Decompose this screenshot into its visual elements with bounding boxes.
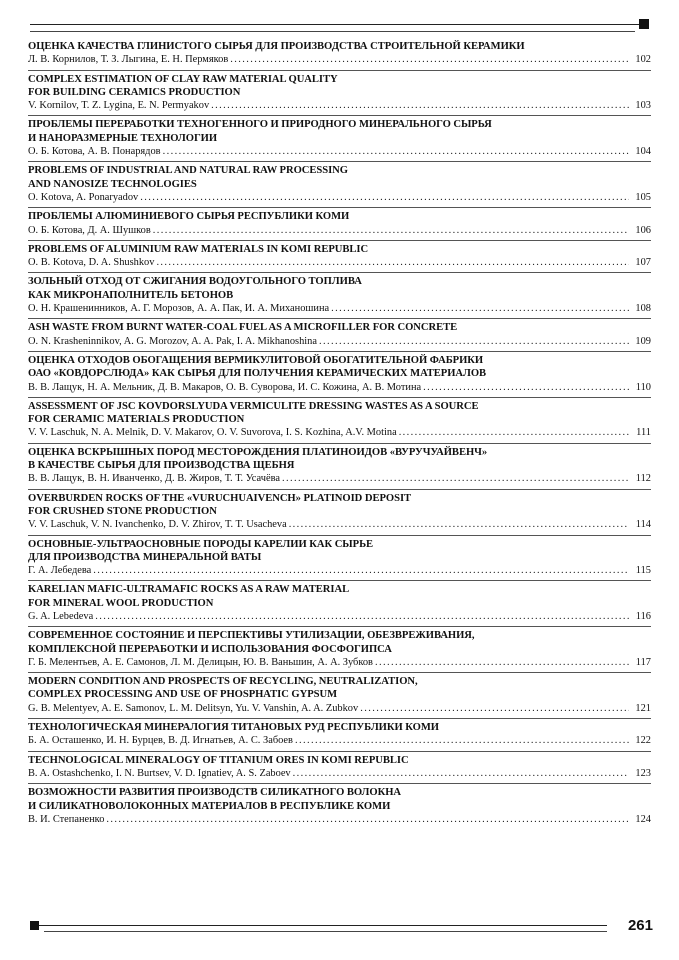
toc-entry-author-line (28, 767, 651, 780)
toc-entry (28, 116, 651, 162)
toc-entry-page: 114 (635, 519, 651, 531)
toc-entry-authors: О. Н. Крашенинников, А. Г. Морозов, А. А. Пак, И. А. Миханошина (28, 303, 330, 315)
toc-entry-author-line (28, 702, 651, 715)
dot-leader (319, 335, 629, 348)
toc-entry-author-line (28, 381, 651, 394)
dot-leader (360, 702, 629, 715)
toc-entry-authors: B. A. Ostashchenko, I. N. Burtsev, V. D. Ignatiev, A. S. Zaboev (28, 767, 291, 779)
bottom-rule-end-marker (30, 921, 39, 930)
toc-entry-authors: O. Kotova, A. Ponaryadov (28, 191, 139, 203)
toc-entry-title: КОМПЛЕКСНОЙ ПЕРЕРАБОТКИ И ИСПОЛЬЗОВАНИЯ ФОСФОГИПСА (28, 643, 392, 655)
toc-entry-author-line (28, 813, 651, 826)
toc-entry-author-line (28, 734, 651, 747)
dot-leader (289, 518, 629, 531)
toc-entry-title: ASSESSMENT OF JSC KOVDORSLYUDA VERMICULITE DRESSING WASTES AS A SOURCE (28, 400, 479, 412)
toc-entry-title: COMPLEX ESTIMATION OF CLAY RAW MATERIAL QUALITY (28, 73, 338, 85)
dot-leader (211, 99, 629, 112)
toc-entry-author-line (28, 191, 651, 204)
toc-entry-authors: G. A. Lebedeva (28, 610, 94, 622)
toc-entry (28, 581, 651, 627)
toc-entry-page: 105 (635, 191, 651, 203)
dot-leader (295, 734, 629, 747)
toc-entry-title: ОСНОВНЫЕ-УЛЬТРАОСНОВНЫЕ ПОРОДЫ КАРЕЛИИ КАК СЫРЬЕ (28, 538, 374, 550)
bottom-thin-rule (44, 931, 607, 932)
dot-leader (423, 381, 629, 394)
toc-entry (28, 784, 651, 829)
toc-entry (28, 673, 651, 719)
toc-entry (28, 352, 651, 398)
toc-entry-author-line (28, 564, 651, 577)
toc-entry-title: PROBLEMS OF ALUMINIUM RAW MATERIALS IN KOMI REPUBLIC (28, 243, 369, 255)
toc-entry-title: И НАНОРАЗМЕРНЫЕ ТЕХНОЛОГИИ (28, 132, 218, 144)
toc-entry-title: В КАЧЕСТВЕ СЫРЬЯ ДЛЯ ПРОИЗВОДСТВА ЩЕБНЯ (28, 460, 295, 472)
toc-entry-page: 112 (635, 473, 651, 485)
toc-entry-title: FOR BUILDING CERAMICS PRODUCTION (28, 86, 241, 98)
toc-entry-author-line (28, 656, 651, 669)
dot-leader (93, 564, 629, 577)
toc-entry (28, 752, 651, 785)
dot-leader (293, 767, 629, 780)
toc-entry (28, 719, 651, 752)
toc-entry-title: MODERN CONDITION AND PROSPECTS OF RECYCLING, NEUTRALIZATION, (28, 676, 418, 688)
toc-entry-page: 121 (635, 702, 651, 714)
bottom-rule (30, 925, 607, 926)
toc-entry-page: 123 (635, 767, 651, 779)
toc-entry (28, 536, 651, 582)
toc-entry-authors: Л. В. Корнилов, Т. З. Лыгина, Е. Н. Пермяков (28, 54, 229, 66)
toc-entry (28, 71, 651, 117)
toc-entry-title: AND NANOSIZE TECHNOLOGIES (28, 178, 197, 190)
toc-entry-author-line (28, 610, 651, 623)
toc-entry (28, 241, 651, 274)
toc-entry-authors: V. V. Laschuk, V. N. Ivanchenko, D. V. Zhirov, T. T. Usacheva (28, 519, 287, 531)
toc-entry-page: 107 (635, 257, 651, 269)
toc-entry (28, 398, 651, 444)
toc-entry-page: 106 (635, 224, 651, 236)
toc-entry-author-line (28, 256, 651, 269)
dot-leader (331, 302, 629, 315)
toc-entry-title: ОЦЕНКА КАЧЕСТВА ГЛИНИСТОГО СЫРЬЯ ДЛЯ ПРОИЗВОДСТВА СТРОИТЕЛЬНОЙ КЕРАМИКИ (28, 41, 525, 52)
toc-entry-page: 109 (635, 335, 651, 347)
toc-entry-authors: V. Kornilov, T. Z. Lygina, E. N. Permyakov (28, 100, 210, 112)
toc-entry-title: ПРОБЛЕМЫ ПЕРЕРАБОТКИ ТЕХНОГЕННОГО И ПРИРОДНОГО МИНЕРАЛЬНОГО СЫРЬЯ (28, 119, 492, 131)
toc-entry-author-line (28, 426, 651, 439)
toc-entry-author-line (28, 53, 651, 66)
toc-entry (28, 444, 651, 490)
toc-entry-title: ПРОБЛЕМЫ АЛЮМИНИЕВОГО СЫРЬЯ РЕСПУБЛИКИ КОМИ (28, 211, 350, 223)
toc-entry (28, 38, 651, 71)
toc-entry-title: FOR CRUSHED STONE PRODUCTION (28, 505, 217, 517)
toc-entry-author-line (28, 99, 651, 112)
toc-entry-page: 122 (635, 735, 651, 747)
toc-entry-title: KARELIAN MAFIC-ULTRAMAFIC ROCKS AS A RAW MATERIAL (28, 584, 350, 596)
dot-leader (140, 191, 629, 204)
dot-leader (375, 656, 629, 669)
toc-entry-authors: В. В. Лащук, В. Н. Иванченко, Д. В. Жиров, Т. Т. Усачёва (28, 473, 280, 485)
toc-entry-page: 102 (635, 54, 651, 66)
toc-entry-title: PROBLEMS OF INDUSTRIAL AND NATURAL RAW PROCESSING (28, 165, 348, 177)
toc-entry-title: ДЛЯ ПРОИЗВОДСТВА МИНЕРАЛЬНОЙ ВАТЫ (28, 551, 262, 563)
toc-entry-authors: Б. А. Осташенко, И. Н. Бурцев, В. Д. Игнатьев, А. С. Забоев (28, 735, 293, 747)
toc-entry (28, 627, 651, 673)
toc-entry-title: СОВРЕМЕННОЕ СОСТОЯНИЕ И ПЕРСПЕКТИВЫ УТИЛИЗАЦИИ, ОБЕЗВРЕЖИВАНИЯ, (28, 630, 475, 642)
dot-leader (399, 426, 629, 439)
toc-entry (28, 273, 651, 319)
toc-entry-authors: О. Б. Котова, А. В. Понарядов (28, 146, 161, 158)
toc-entry-title: FOR MINERAL WOOL PRODUCTION (28, 597, 214, 609)
toc-entry (28, 490, 651, 536)
toc-entry-author-line (28, 145, 651, 158)
toc-entry-title: FOR CERAMIC MATERIALS PRODUCTION (28, 414, 245, 426)
toc-entry-author-line (28, 302, 651, 315)
dot-leader (95, 610, 629, 623)
dot-leader (156, 256, 629, 269)
dot-leader (153, 224, 629, 237)
toc-entry-page: 115 (635, 565, 651, 577)
toc-entry (28, 319, 651, 352)
toc-entry-title: ОЦЕНКА ВСКРЫШНЫХ ПОРОД МЕСТОРОЖДЕНИЯ ПЛАТИНОИДОВ «ВУРУЧУАЙВЕНЧ» (28, 446, 488, 458)
table-of-contents (28, 38, 651, 829)
toc-entry-authors: Г. А. Лебедева (28, 565, 92, 577)
toc-entry-title: ОЦЕНКА ОТХОДОВ ОБОГАЩЕНИЯ ВЕРМИКУЛИТОВОЙ ОБОГАТИТЕЛЬНОЙ ФАБРИКИ (28, 354, 484, 366)
toc-entry-author-line (28, 518, 651, 531)
dot-leader (163, 145, 629, 158)
toc-entry-title: И СИЛИКАТНОВОЛОКОННЫХ МАТЕРИАЛОВ В РЕСПУБЛИКЕ КОМИ (28, 800, 391, 812)
toc-entry (28, 162, 651, 208)
dot-leader (230, 53, 629, 66)
toc-entry-page: 124 (635, 813, 651, 825)
toc-entry-page: 103 (635, 100, 651, 112)
toc-entry-title: TECHNOLOGICAL MINERALOGY OF TITANIUM ORES IN KOMI REPUBLIC (28, 754, 409, 766)
toc-entry-authors: В. В. Лащук, Н. А. Мельник, Д. В. Макаров, О. В. Суворова, И. С. Кожина, А. В. Мотина (28, 381, 422, 393)
toc-entry (28, 208, 651, 241)
toc-entry-title: ОАО «КОВДОРСЛЮДА» КАК СЫРЬЯ ДЛЯ ПОЛУЧЕНИЯ КЕРАМИЧЕСКИХ МАТЕРИАЛОВ (28, 368, 487, 380)
toc-entry-title: ТЕХНОЛОГИЧЕСКАЯ МИНЕРАЛОГИЯ ТИТАНОВЫХ РУД РЕСПУБЛИКИ КОМИ (28, 722, 439, 734)
toc-entry-title: OVERBURDEN ROCKS OF THE «VURUCHUAIVENCH» PLATINOID DEPOSIT (28, 492, 412, 504)
toc-entry-page: 116 (635, 610, 651, 622)
toc-entry-authors: Г. Б. Мелентьев, А. Е. Самонов, Л. М. Делицын, Ю. В. Ваньшин, А. А. Зубков (28, 656, 373, 668)
top-thin-rule (30, 31, 635, 32)
toc-entry-title: COMPLEX PROCESSING AND USE OF PHOSPHATIC GYPSUM (28, 689, 338, 701)
page-number: 261 (627, 917, 653, 934)
toc-entry-authors: В. И. Степаненко (28, 813, 105, 825)
toc-entry-authors: V. V. Laschuk, N. A. Melnik, D. V. Makarov, O. V. Suvorova, I. S. Kozhina, A.V. Motina (28, 427, 397, 439)
dot-leader (282, 472, 629, 485)
toc-entry-title: ВОЗМОЖНОСТИ РАЗВИТИЯ ПРОИЗВОДСТВ СИЛИКАТНОГО ВОЛОКНА (28, 787, 402, 799)
toc-entry-author-line (28, 472, 651, 485)
toc-entry-title: КАК МИКРОНАПОЛНИТЕЛЬ БЕТОНОВ (28, 289, 234, 301)
toc-entry-page: 108 (635, 303, 651, 315)
toc-entry-page: 110 (635, 381, 651, 393)
toc-entry-author-line (28, 335, 651, 348)
toc-entry-author-line (28, 224, 651, 237)
toc-entry-title: ЗОЛЬНЫЙ ОТХОД ОТ СЖИГАНИЯ ВОДОУГОЛЬНОГО ТОПЛИВА (28, 276, 362, 288)
toc-entry-title: ASH WASTE FROM BURNT WATER-COAL FUEL AS A MICROFILLER FOR CONCRETE (28, 322, 458, 334)
toc-entry-authors: G. B. Melentyev, A. E. Samonov, L. M. Delitsyn, Yu. V. Vanshin, A. A. Zubkov (28, 702, 359, 714)
top-rule-end-marker (639, 19, 649, 29)
toc-entry-page: 104 (635, 146, 651, 158)
toc-entry-page: 117 (635, 656, 651, 668)
toc-entry-page: 111 (636, 427, 651, 439)
toc-entry-authors: О. Б. Котова, Д. А. Шушков (28, 224, 151, 236)
dot-leader (106, 813, 629, 826)
toc-entry-authors: O. B. Kotova, D. A. Shushkov (28, 257, 155, 269)
top-rule (30, 24, 649, 25)
toc-entry-authors: O. N. Krasheninnikov, A. G. Morozov, A. A. Pak, I. A. Mikhanoshina (28, 335, 317, 347)
